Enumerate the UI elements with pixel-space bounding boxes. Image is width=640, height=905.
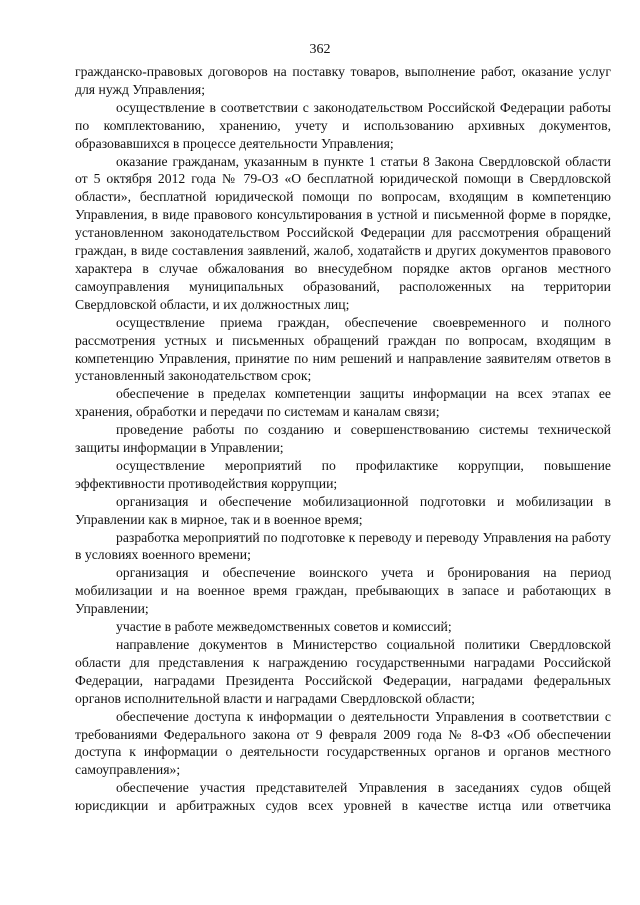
paragraph-information-protection: обеспечение в пределах компетенции защиты информации на всех этапах ее хранения, обработки и передачи по системам и каналам связи; <box>75 386 611 420</box>
paragraph-anti-corruption: осуществление мероприятий по профилактике коррупции, повышение эффективности противодействия коррупции; <box>75 457 611 491</box>
paragraph-mobilization: организация и обеспечение мобилизационной подготовки и мобилизации в Управлении как в мирное, так и в военное время; <box>75 493 611 527</box>
paragraph-military-registration: организация и обеспечение воинского учета и бронирования на период мобилизации и на военное время граждан, пребывающих в запасе и работающих в Управлении; <box>75 565 611 617</box>
paragraph-citizen-reception: осуществление приема граждан, обеспечение своевременного и полного рассмотрения устных и письменных обращений граждан по вопросам, входящим в компетенцию Управления, принятие по ним решений и направление заявителям ответов в установленный законодательством срок; <box>75 314 611 384</box>
paragraph-councils: участие в работе межведомственных советов и комиссий; <box>116 619 452 635</box>
document-body <box>75 63 611 815</box>
paragraph-technical-protection: проведение работы по созданию и совершенствованию системы технической защиты информации в Управлении; <box>75 422 611 456</box>
paragraph-legal-aid: оказание гражданам, указанным в пункте 1 статьи 8 Закона Свердловской области от 5 октября 2012 года № 79-ОЗ «О бесплатной юридической помощи в Свердловской области», бесплатной юридической помощи по вопросам, входящим в компетенцию Управления, в виде правового консультирования в устной и письменной форме в порядке, установленном законодательством Российской Федерации для рассмотрения обращений граждан, в виде составления заявлений, жалоб, ходатайств и других документов правового характера в случае обжалования во внесудебном порядке актов органов местного самоуправления муниципальных образований, расположенных на территории Свердловской области, и их должностных лиц; <box>75 153 611 312</box>
paragraph-information-access: обеспечение доступа к информации о деятельности Управления в соответствии с требованиями Федерального закона от 9 февраля 2009 года № 8-ФЗ «Об обеспечении доступа к информации о деятельности государственных органов и органов местного самоуправления»; <box>75 708 611 778</box>
paragraph-court-participation: обеспечение участия представителей Управления в заседаниях судов общей юрисдикции и арбитражных судов всех уровней в качестве истца или ответчика <box>75 780 611 814</box>
paragraph-awards: направление документов в Министерство социальной политики Свердловской области для представления к награждению государственными наградами Российской Федерации, наградами Президента Российской Федерации, наградами федеральных органов исполнительной власти и наградами Свердловской области; <box>75 637 611 706</box>
page-number: 362 <box>309 42 331 57</box>
paragraph-continuation: гражданско-правовых договоров на поставку товаров, выполнение работ, оказание услуг для нужд Управления; <box>75 64 611 97</box>
paragraph-archives: осуществление в соответствии с законодательством Российской Федерации работы по комплектованию, хранению, учету и использованию архивных документов, образовавшихся в процессе деятельности Управления; <box>75 99 611 151</box>
paragraph-wartime-transition: разработка мероприятий по подготовке к переводу и переводу Управления на работу в условиях военного времени; <box>75 529 611 563</box>
